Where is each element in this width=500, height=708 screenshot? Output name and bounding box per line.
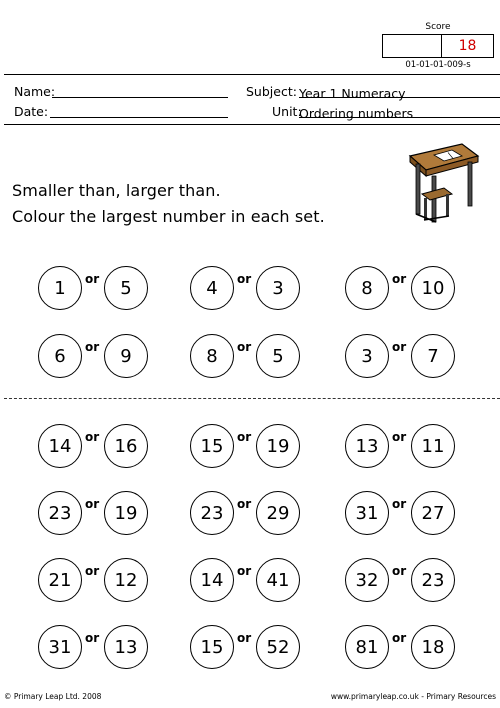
number-set xyxy=(190,266,300,316)
footer-copyright: © Primary Leap Ltd. 2008 xyxy=(4,692,102,701)
number-circle-right[interactable]: 7 xyxy=(411,334,455,378)
footer-website: www.primaryleap.co.uk - Primary Resources xyxy=(330,692,496,701)
number-circle-right[interactable]: 12 xyxy=(104,558,148,602)
number-circle-right[interactable]: 19 xyxy=(104,491,148,535)
subject-value: Year 1 Numeracy xyxy=(299,86,406,101)
score-box xyxy=(382,34,494,58)
number-circle-left[interactable]: 31 xyxy=(345,491,389,535)
unit-value: Ordering numbers xyxy=(299,106,414,121)
number-circle-right[interactable]: 5 xyxy=(104,266,148,310)
or-label: or xyxy=(237,497,252,511)
or-label: or xyxy=(237,564,252,578)
or-label: or xyxy=(392,430,407,444)
number-circle-right[interactable]: 52 xyxy=(256,625,300,669)
number-circle-right[interactable]: 10 xyxy=(411,266,455,310)
number-circle-left[interactable]: 13 xyxy=(345,424,389,468)
number-circle-right[interactable]: 18 xyxy=(411,625,455,669)
number-circle-left[interactable]: 14 xyxy=(190,558,234,602)
unit-field xyxy=(299,104,500,121)
score-blank-cell xyxy=(383,35,442,57)
number-circle-right[interactable]: 23 xyxy=(411,558,455,602)
number-circle-right[interactable]: 9 xyxy=(104,334,148,378)
number-circle-right[interactable]: 13 xyxy=(104,625,148,669)
number-circle-right[interactable]: 19 xyxy=(256,424,300,468)
name-label: Name: xyxy=(14,84,56,99)
or-label: or xyxy=(392,340,407,354)
number-circle-right[interactable]: 16 xyxy=(104,424,148,468)
instruction-line-2: Colour the largest number in each set. xyxy=(12,207,325,226)
number-set xyxy=(38,558,148,608)
number-set xyxy=(345,558,455,608)
number-set xyxy=(38,491,148,541)
number-circle-left[interactable]: 21 xyxy=(38,558,82,602)
number-circle-right[interactable]: 11 xyxy=(411,424,455,468)
number-circle-right[interactable]: 29 xyxy=(256,491,300,535)
number-circle-right[interactable]: 41 xyxy=(256,558,300,602)
number-set xyxy=(345,491,455,541)
subject-field xyxy=(299,84,500,101)
worksheet-code: 01-01-01-009-s xyxy=(405,60,471,70)
or-label: or xyxy=(237,272,252,286)
date-field[interactable] xyxy=(50,104,228,118)
number-circle-left[interactable]: 23 xyxy=(38,491,82,535)
number-circle-left[interactable]: 32 xyxy=(345,558,389,602)
number-circle-left[interactable]: 81 xyxy=(345,625,389,669)
date-label: Date: xyxy=(14,104,49,119)
number-set xyxy=(190,491,300,541)
name-field[interactable] xyxy=(52,84,228,98)
number-set xyxy=(345,625,455,675)
or-label: or xyxy=(85,340,100,354)
number-circle-left[interactable]: 1 xyxy=(38,266,82,310)
instruction-line-1: Smaller than, larger than. xyxy=(12,181,221,200)
number-circle-left[interactable]: 6 xyxy=(38,334,82,378)
number-set xyxy=(190,558,300,608)
or-label: or xyxy=(237,340,252,354)
or-label: or xyxy=(237,631,252,645)
or-label: or xyxy=(392,564,407,578)
number-circle-left[interactable]: 8 xyxy=(190,334,234,378)
number-set xyxy=(38,334,148,384)
or-label: or xyxy=(85,272,100,286)
number-set xyxy=(190,424,300,474)
number-set xyxy=(38,266,148,316)
score-value: 18 xyxy=(458,38,477,54)
section-divider xyxy=(4,398,500,399)
number-set xyxy=(38,424,148,474)
number-circle-left[interactable]: 4 xyxy=(190,266,234,310)
or-label: or xyxy=(392,272,407,286)
number-circle-left[interactable]: 15 xyxy=(190,424,234,468)
number-circle-right[interactable]: 5 xyxy=(256,334,300,378)
number-set xyxy=(38,625,148,675)
unit-label: Unit: xyxy=(272,104,302,119)
number-circle-left[interactable]: 15 xyxy=(190,625,234,669)
or-label: or xyxy=(85,564,100,578)
number-circle-left[interactable]: 3 xyxy=(345,334,389,378)
subject-label: Subject: xyxy=(246,84,297,99)
or-label: or xyxy=(85,497,100,511)
number-circle-left[interactable]: 31 xyxy=(38,625,82,669)
number-circle-left[interactable]: 23 xyxy=(190,491,234,535)
number-circle-right[interactable]: 27 xyxy=(411,491,455,535)
number-circle-left[interactable]: 8 xyxy=(345,266,389,310)
number-set xyxy=(190,625,300,675)
or-label: or xyxy=(85,631,100,645)
or-label: or xyxy=(85,430,100,444)
school-desk-icon xyxy=(404,136,480,224)
or-label: or xyxy=(237,430,252,444)
top-divider xyxy=(4,74,500,75)
number-set xyxy=(190,334,300,384)
or-label: or xyxy=(392,631,407,645)
or-label: or xyxy=(392,497,407,511)
score-label: Score xyxy=(425,22,451,32)
number-circle-left[interactable]: 14 xyxy=(38,424,82,468)
number-set xyxy=(345,334,455,384)
number-circle-right[interactable]: 3 xyxy=(256,266,300,310)
header-divider xyxy=(4,124,500,125)
number-set xyxy=(345,424,455,474)
number-set xyxy=(345,266,455,316)
